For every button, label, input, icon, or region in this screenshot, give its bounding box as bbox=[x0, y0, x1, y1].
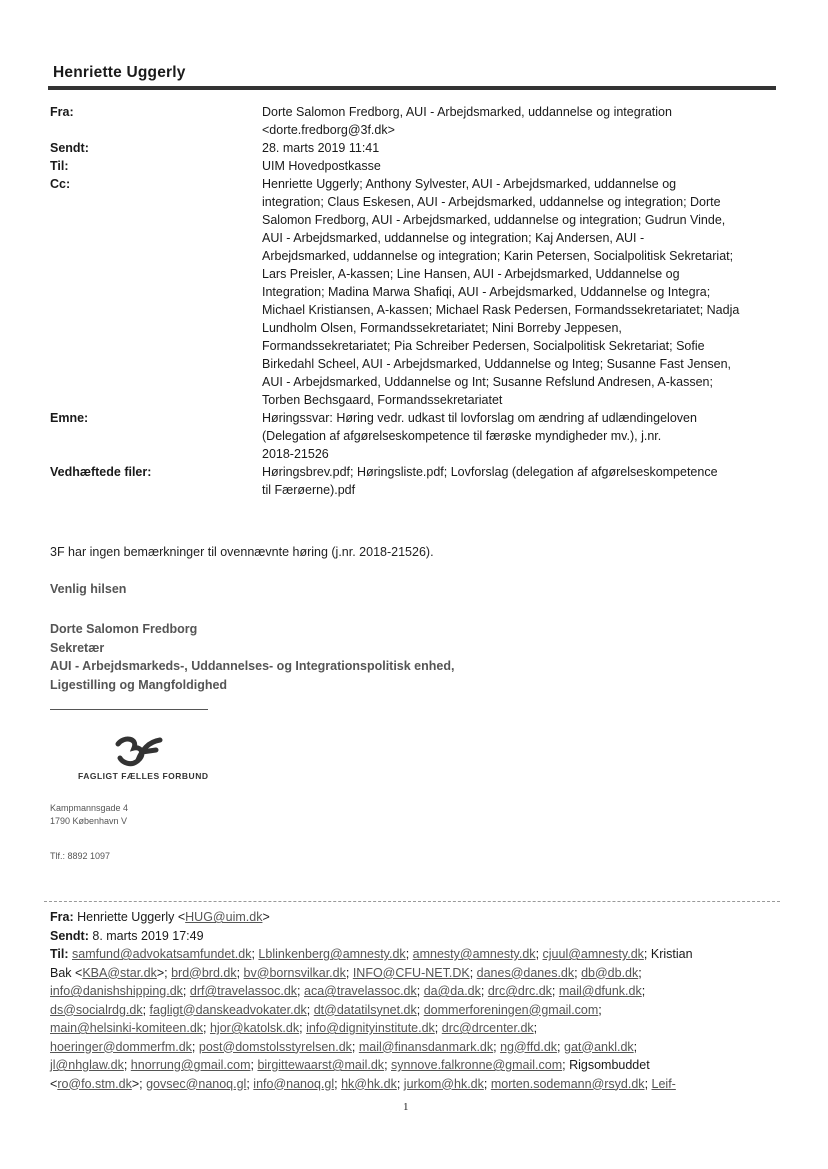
cc-line: Formandssekretariatet; Pia Schreiber Pedersen, Socialpolitisk Sekretariat; Sofie bbox=[262, 339, 705, 353]
separator-text: ; bbox=[251, 947, 259, 961]
separator-text: ; bbox=[469, 965, 477, 980]
address-line: Kampmannsgade 4 bbox=[50, 803, 129, 813]
email-link[interactable]: Lblinkenberg@amnesty.dk bbox=[258, 947, 406, 961]
subject-row bbox=[50, 409, 780, 463]
email-link[interactable]: info@danishshipping.dk bbox=[50, 984, 183, 998]
separator-text: ; bbox=[182, 984, 190, 998]
greeting: Venlig hilsen bbox=[50, 582, 127, 596]
email-link[interactable]: govsec@nanoq.gl bbox=[146, 1076, 247, 1091]
fwd-to-line bbox=[50, 945, 772, 964]
fwd-to-line bbox=[50, 1019, 772, 1038]
separator-text: ; bbox=[142, 1002, 150, 1017]
email-link[interactable]: Leif- bbox=[651, 1076, 676, 1091]
separator-text: ; bbox=[557, 1039, 564, 1054]
separator-text: ; Rigsombuddet bbox=[562, 1058, 650, 1072]
email-link[interactable]: bv@bornsvilkar.dk bbox=[243, 965, 346, 980]
separator-text: ; bbox=[405, 947, 413, 961]
from-row bbox=[50, 103, 780, 139]
subject-line: 2018-21526 bbox=[262, 447, 329, 461]
attachments-row bbox=[50, 463, 780, 499]
email-link[interactable]: jl@nhglaw.dk bbox=[50, 1058, 124, 1072]
cc-line: Lars Preisler, A-kassen; Line Hansen, AUI - Arbejdsmarked, Uddannelse og bbox=[262, 267, 680, 281]
forwarded-header bbox=[50, 908, 772, 1093]
cc-line: Integration; Madina Marwa Shafiqi, AUI - Arbejdsmarked, Uddannelse og Integra; bbox=[262, 285, 711, 299]
fwd-to-line bbox=[50, 1001, 772, 1020]
address bbox=[50, 802, 128, 828]
cc-line: Torben Bechsgaard, Formandssekretariatet bbox=[262, 393, 503, 407]
email-link[interactable]: post@domstolsstyrelsen.dk bbox=[198, 1039, 352, 1054]
signature-unit: AUI - Arbejdsmarkeds-, Uddannelses- og Integrationspolitisk enhed, bbox=[50, 659, 455, 673]
separator-text: ; bbox=[191, 1039, 199, 1054]
address-line: 1790 København V bbox=[50, 816, 128, 826]
email-link[interactable]: danes@danes.dk bbox=[476, 965, 575, 980]
cc-value bbox=[262, 175, 780, 409]
cc-line: integration; Claus Eskesen, AUI - Arbejdsmarked, uddannelse og integration; Dorte bbox=[262, 195, 721, 209]
email-link[interactable]: ro@fo.stm.dk bbox=[57, 1076, 132, 1091]
separator-text: >; bbox=[156, 965, 172, 980]
fwd-to-line bbox=[50, 1038, 772, 1057]
cc-line: AUI - Arbejdsmarked, Uddannelse og Int; Susanne Refslund Andresen, A-kassen; bbox=[262, 375, 713, 389]
separator-text: ; bbox=[644, 1076, 652, 1091]
separator-text: ; bbox=[297, 984, 304, 998]
attachments-line: til Færøerne).pdf bbox=[262, 483, 356, 497]
logo-text: FAGLIGT FÆLLES FORBUND bbox=[78, 771, 209, 781]
email-link[interactable]: info@nanoq.gl bbox=[253, 1076, 335, 1091]
sent-row bbox=[50, 139, 780, 157]
body-text: 3F har ingen bemærkninger til ovennævnte høring (j.nr. 2018-21526). bbox=[50, 545, 434, 559]
cc-line: Birkedahl Scheel, AUI - Arbejdsmarked, Uddannelse og Integ; Susanne Fast Jensen, bbox=[262, 357, 732, 371]
email-link[interactable]: synnove.falkronne@gmail.com bbox=[391, 1058, 563, 1072]
separator-text: ; bbox=[641, 984, 646, 998]
email-link[interactable]: dt@datatilsynet.dk bbox=[313, 1002, 417, 1017]
cc-line: Michael Kristiansen, A-kassen; Michael Rask Pedersen, Formandssekretariatet; Nadja bbox=[262, 303, 740, 317]
fwd-from-end: > bbox=[262, 910, 270, 924]
separator-text: ; bbox=[535, 947, 543, 961]
email-link[interactable]: jurkom@hk.dk bbox=[403, 1076, 484, 1091]
email-link[interactable]: ng@ffd.dk bbox=[500, 1039, 558, 1054]
separator-text: ; Kristian bbox=[643, 947, 693, 961]
subject-line: (Delegation af afgørelseskompetence til færøske myndigheder mv.), j.nr. bbox=[262, 429, 662, 443]
attachments-value bbox=[262, 463, 780, 499]
fwd-to-line bbox=[50, 1075, 772, 1094]
signature-name: Dorte Salomon Fredborg bbox=[50, 622, 198, 636]
separator-text: ; bbox=[416, 1002, 424, 1017]
separator-text: ; bbox=[396, 1076, 404, 1091]
separator-text: ; bbox=[638, 965, 642, 980]
separator-text: ; bbox=[480, 984, 488, 998]
separator-text: ; bbox=[236, 965, 244, 980]
email-link[interactable]: ds@socialrdg.dk bbox=[50, 1002, 143, 1017]
email-link[interactable]: INFO@CFU-NET.DK bbox=[352, 965, 470, 980]
cc-label: Cc: bbox=[50, 177, 71, 191]
from-label: Fra: bbox=[50, 105, 74, 119]
email-link[interactable]: KBA@star.dk bbox=[82, 965, 157, 980]
separator-text: ; bbox=[246, 1076, 254, 1091]
signature-divider bbox=[50, 709, 208, 710]
fwd-to-recipients bbox=[50, 945, 772, 1093]
page-number: 1 bbox=[403, 1101, 409, 1113]
subject-line: Høringssvar: Høring vedr. udkast til lovforslag om ændring af udlændingeloven bbox=[262, 411, 697, 425]
title-rule bbox=[48, 86, 776, 90]
email-link[interactable]: info@dignityinstitute.dk bbox=[306, 1021, 435, 1035]
separator-text: ; bbox=[299, 1021, 307, 1035]
separator-text: ; bbox=[633, 1039, 638, 1054]
email-link[interactable]: mail@finansdanmark.dk bbox=[358, 1039, 494, 1054]
email-link[interactable]: aca@travelassoc.dk bbox=[304, 984, 417, 998]
signature-title: Sekretær bbox=[50, 640, 105, 655]
to-value: UIM Hovedpostkasse bbox=[262, 159, 381, 173]
subject-label: Emne: bbox=[50, 411, 89, 425]
separator-text: ; bbox=[416, 984, 424, 998]
fwd-sent-row bbox=[50, 927, 772, 946]
email-link[interactable]: db@db.dk bbox=[581, 965, 639, 980]
from-email: <dorte.fredborg@3f.dk> bbox=[262, 123, 395, 137]
separator-text: ; bbox=[533, 1021, 538, 1035]
fwd-sent-label: Sendt: bbox=[50, 928, 89, 943]
email-link[interactable]: hk@hk.dk bbox=[341, 1076, 397, 1091]
email-link[interactable]: hjor@katolsk.dk bbox=[209, 1021, 300, 1035]
separator-text: Bak < bbox=[50, 965, 83, 980]
fwd-from-email-link[interactable]: HUG@uim.dk bbox=[185, 910, 263, 924]
cc-line: Henriette Uggerly; Anthony Sylvester, AUI - Arbejdsmarked, uddannelse og bbox=[262, 177, 677, 191]
separator-text: ; bbox=[384, 1058, 392, 1072]
phone: Tlf.: 8892 1097 bbox=[50, 851, 111, 861]
separator-text: ; bbox=[598, 1002, 602, 1017]
cc-row bbox=[50, 175, 780, 409]
email-link[interactable]: cjuul@amnesty.dk bbox=[542, 947, 644, 961]
separator-text: ; bbox=[434, 1021, 442, 1035]
separator-text: >; bbox=[131, 1076, 147, 1091]
separator-text: ; bbox=[483, 1076, 491, 1091]
fwd-to-line bbox=[50, 982, 772, 1001]
signature bbox=[50, 620, 454, 694]
separator-text: ; bbox=[551, 984, 559, 998]
cc-line: Arbejdsmarked, uddannelse og integration; Karin Petersen, Socialpolitisk Sekretariat; bbox=[262, 249, 734, 263]
email-header bbox=[50, 103, 780, 499]
forward-divider bbox=[44, 901, 780, 902]
separator-text: ; bbox=[123, 1058, 131, 1072]
fwd-to-line bbox=[50, 964, 772, 983]
attachments-line: Høringsbrev.pdf; Høringsliste.pdf; Lovforslag (delegation af afgørelseskompetence bbox=[262, 465, 718, 479]
email-link[interactable]: dommerforeningen@gmail.com bbox=[423, 1002, 599, 1017]
separator-text: ; bbox=[574, 965, 582, 980]
separator-text: ; bbox=[306, 1002, 314, 1017]
email-link[interactable]: hoeringer@dommerfm.dk bbox=[50, 1039, 192, 1054]
email-link[interactable]: drc@drc.dk bbox=[487, 984, 552, 998]
to-row bbox=[50, 157, 780, 175]
separator-text: ; bbox=[334, 1076, 342, 1091]
fwd-to-line bbox=[50, 1056, 772, 1075]
email-link[interactable]: gat@ankl.dk bbox=[564, 1039, 634, 1054]
fwd-from-name: Henriette Uggerly < bbox=[77, 910, 186, 924]
email-link[interactable]: mail@dfunk.dk bbox=[558, 984, 642, 998]
to-label: Til: bbox=[50, 159, 69, 173]
email-link[interactable]: hnorrung@gmail.com bbox=[130, 1058, 251, 1072]
separator-text: ; bbox=[345, 965, 353, 980]
email-link[interactable]: amnesty@amnesty.dk bbox=[412, 947, 536, 961]
email-link[interactable]: samfund@advokatsamfundet.dk bbox=[72, 947, 252, 961]
sent-label: Sendt: bbox=[50, 141, 89, 155]
email-link[interactable]: fagligt@danskeadvokater.dk bbox=[149, 1002, 307, 1017]
fwd-from-row bbox=[50, 908, 772, 927]
email-link[interactable]: da@da.dk bbox=[423, 984, 481, 998]
email-link[interactable]: drf@travelassoc.dk bbox=[189, 984, 298, 998]
separator-text: ; bbox=[351, 1039, 359, 1054]
fwd-from-label: Fra: bbox=[50, 910, 74, 924]
cc-line: Salomon Fredborg, AUI - Arbejdsmarked, uddannelse og integration; Gudrun Vinde, bbox=[262, 213, 726, 227]
email-link[interactable]: morten.sodemann@rsyd.dk bbox=[490, 1076, 645, 1091]
separator-text: ; bbox=[250, 1058, 258, 1072]
signature-unit-2: Ligestilling og Mangfoldighed bbox=[50, 677, 228, 692]
attachments-label: Vedhæftede filer: bbox=[50, 465, 152, 479]
cc-line: Lundholm Olsen, Formandssekretariatet; Nini Borreby Jeppesen, bbox=[262, 321, 622, 335]
separator-text: < bbox=[50, 1076, 58, 1091]
subject-value bbox=[262, 409, 780, 463]
separator-text: ; bbox=[203, 1021, 210, 1035]
sent-value: 28. marts 2019 11:41 bbox=[262, 141, 380, 155]
fwd-sent-value: 8. marts 2019 17:49 bbox=[92, 928, 204, 943]
email-link[interactable]: birgittewaarst@mail.dk bbox=[257, 1058, 385, 1072]
email-link[interactable]: main@helsinki-komiteen.dk bbox=[50, 1021, 204, 1035]
separator-text: ; bbox=[493, 1039, 501, 1054]
from-value: Dorte Salomon Fredborg, AUI - Arbejdsmarked, uddannelse og integration bbox=[262, 105, 672, 119]
email-link[interactable]: brd@brd.dk bbox=[171, 965, 237, 980]
cc-line: AUI - Arbejdsmarked, uddannelse og integration; Kaj Andersen, AUI - bbox=[262, 231, 645, 245]
fwd-to-label: Til: bbox=[50, 947, 72, 961]
email-link[interactable]: drc@drcenter.dk bbox=[441, 1021, 534, 1035]
page-title: Henriette Uggerly bbox=[53, 64, 186, 81]
